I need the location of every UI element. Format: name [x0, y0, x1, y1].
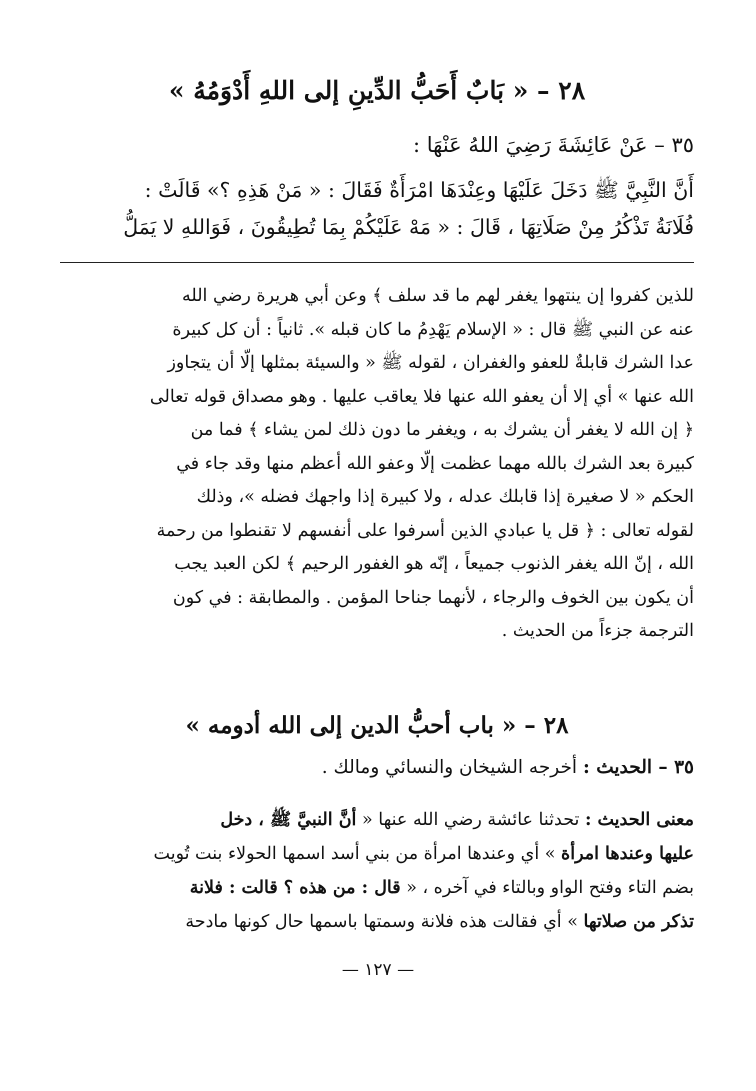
quoted-hadith: تذكر من صلاتها: [583, 912, 694, 932]
commentary-block: [60, 280, 694, 649]
hadith-line: فُلَانَةُ تَذْكُرُ مِنْ صَلَاتِهَا ، قَالَ : « مَهْ عَلَيْكُمْ بِمَا تُطِيقُونَ ، فَوَاللهِ لا يَمَلُّ: [123, 215, 694, 239]
meaning-text: بضم التاء وفتح الواو وبالتاء في آخره ، «: [400, 878, 694, 898]
commentary-line: الحكم « لا صغيرة إذا قابلك عدله ، ولا كبيرة إذا واجهك فضله »، وذلك: [196, 487, 694, 507]
meaning-text: » أي فقالت هذه فلانة وسمتها باسمها حال كونها مادحة: [185, 912, 584, 932]
footnote-divider: [60, 262, 694, 263]
commentary-line: الله عنها » أي إلا أن يعفو الله عنها فلا يعاقب عليها . وهو مصداق قوله تعالى: [149, 386, 694, 407]
quoted-hadith: قال : من هذه ؟ قالت : فلانة: [189, 878, 401, 898]
hadith-header: ٣٥ – عَنْ عَائِشَةَ رَضِيَ اللهُ عَنْهَا :: [412, 133, 694, 157]
commentary-line: الترجمة جزءاً من الحديث .: [501, 621, 694, 641]
meaning-line: [60, 905, 694, 939]
page-number: — ١٢٧ —: [341, 960, 415, 980]
commentary-line: أن يكون بين الخوف والرجاء ، لأنهما جناحا المؤمن . والمطابقة : في كون: [172, 587, 694, 608]
commentary-line: كبيرة بعد الشرك بالله مهما عظمت إلّا وعفو الله أعظم منها وقد جاء في: [176, 453, 694, 474]
meaning-label: معنى الحديث :: [584, 810, 694, 830]
commentary-line: عدا الشرك قابلةٌ للعفو والغفران ، لقوله ﷺ « والسيئة بمثلها إلّا أن يتجاوز: [167, 353, 694, 373]
commentary-line: عنه عن النبي ﷺ قال : « الإسلام يَهْدِمُ ما كان قبله ». ثانياً : أن كل كبيرة: [172, 319, 694, 340]
meaning-line: [60, 837, 694, 871]
hadith-text: [60, 172, 694, 246]
takhrij-text: أخرجه الشيخان والنسائي ومالك .: [321, 757, 583, 778]
meaning-line: [60, 871, 694, 905]
meaning-text: تحدثنا عائشة رضي الله عنها «: [356, 810, 585, 830]
takhrij-label: ٣٥ – الحديث :: [582, 757, 694, 778]
section-title: ٢٨ – « باب أحبُّ الدين إلى الله أدومه »: [185, 712, 569, 739]
chapter-title: ٢٨ – « بَابٌ أَحَبُّ الدِّينِ إلى اللهِ أَدْوَمُهُ »: [168, 76, 586, 105]
quoted-hadith: عليها وعندها امرأة: [561, 844, 694, 864]
commentary-line: للذين كفروا إن ينتهوا يغفر لهم ما قد سلف ﴾ وعن أبي هريرة رضي الله: [182, 286, 694, 306]
takhrij-line: [60, 757, 694, 778]
hadith-line: أَنَّ النَّبِيَّ ﷺ دَخَلَ عَلَيْهَا وعِنْدَهَا امْرَأَةٌ فَقَالَ : « مَنْ هَذِهِ ؟» قَالَتْ :: [144, 178, 694, 202]
meaning-block: [60, 803, 694, 939]
quoted-hadith: أنَّ النبيَّ ﷺ ، دخل: [220, 810, 357, 830]
commentary-line: لقوله تعالى : ﴿ قل يا عبادي الذين أسرفوا على أنفسهم لا تقنطوا من رحمة: [156, 520, 694, 541]
commentary-line: الله ، إنّ الله يغفر الذنوب جميعاً ، إنّه هو الغفور الرحيم ﴾ لكن العبد يجب: [174, 554, 694, 574]
meaning-text: » أي وعندها امرأة من بني أسد اسمها الحولاء بنت تُويت: [153, 844, 562, 864]
meaning-line: [60, 803, 694, 837]
commentary-line: ﴿ إن الله لا يغفر أن يشرك به ، ويغفر ما دون ذلك لمن يشاء ﴾ فما من: [190, 420, 694, 440]
